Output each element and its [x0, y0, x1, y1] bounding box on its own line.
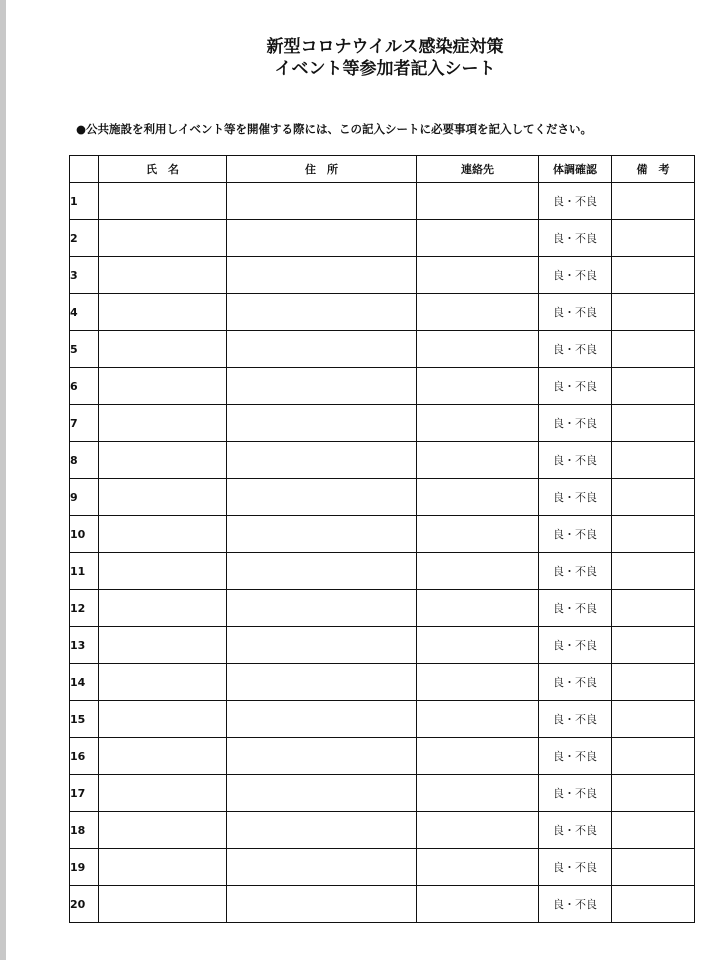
address-cell[interactable]: [227, 479, 417, 516]
health-check-cell[interactable]: 良・不良: [539, 368, 612, 405]
table-row: [70, 849, 695, 886]
contact-cell[interactable]: [417, 442, 539, 479]
contact-cell[interactable]: [417, 627, 539, 664]
name-cell[interactable]: [99, 405, 227, 442]
remarks-cell[interactable]: [612, 257, 695, 294]
contact-cell[interactable]: [417, 849, 539, 886]
table-row: [70, 368, 695, 405]
header-number: [70, 156, 99, 183]
contact-cell[interactable]: [417, 664, 539, 701]
contact-cell[interactable]: [417, 294, 539, 331]
row-number: 3: [70, 257, 99, 294]
row-number: 9: [70, 479, 99, 516]
name-cell[interactable]: [99, 516, 227, 553]
table-row: [70, 183, 695, 220]
health-check-cell[interactable]: 良・不良: [539, 405, 612, 442]
name-cell[interactable]: [99, 479, 227, 516]
address-cell[interactable]: [227, 368, 417, 405]
table-row: [70, 331, 695, 368]
contact-cell[interactable]: [417, 331, 539, 368]
remarks-cell[interactable]: [612, 220, 695, 257]
address-cell[interactable]: [227, 220, 417, 257]
contact-cell[interactable]: [417, 775, 539, 812]
contact-cell[interactable]: [417, 183, 539, 220]
table-row: [70, 664, 695, 701]
health-check-cell[interactable]: 良・不良: [539, 257, 612, 294]
health-check-cell[interactable]: 良・不良: [539, 627, 612, 664]
name-cell[interactable]: [99, 886, 227, 923]
address-cell[interactable]: [227, 257, 417, 294]
address-cell[interactable]: [227, 553, 417, 590]
table-row: [70, 738, 695, 775]
contact-cell[interactable]: [417, 257, 539, 294]
remarks-cell[interactable]: [612, 886, 695, 923]
remarks-cell[interactable]: [612, 664, 695, 701]
health-check-cell[interactable]: 良・不良: [539, 886, 612, 923]
contact-cell[interactable]: [417, 812, 539, 849]
remarks-cell[interactable]: [612, 590, 695, 627]
contact-cell[interactable]: [417, 886, 539, 923]
header-health-check: 体調確認: [539, 156, 612, 183]
row-number: 20: [70, 886, 99, 923]
remarks-cell[interactable]: [612, 405, 695, 442]
name-cell[interactable]: [99, 664, 227, 701]
row-number: 2: [70, 220, 99, 257]
row-number: 19: [70, 849, 99, 886]
table-row: [70, 627, 695, 664]
health-check-cell[interactable]: 良・不良: [539, 812, 612, 849]
table-row: [70, 442, 695, 479]
row-number: 6: [70, 368, 99, 405]
address-cell[interactable]: [227, 405, 417, 442]
health-check-cell[interactable]: 良・不良: [539, 479, 612, 516]
health-check-cell[interactable]: 良・不良: [539, 590, 612, 627]
table-row: [70, 553, 695, 590]
row-number: 18: [70, 812, 99, 849]
address-cell[interactable]: [227, 627, 417, 664]
name-cell[interactable]: [99, 849, 227, 886]
address-cell[interactable]: [227, 775, 417, 812]
name-cell[interactable]: [99, 701, 227, 738]
remarks-cell[interactable]: [612, 331, 695, 368]
remarks-cell[interactable]: [612, 294, 695, 331]
health-check-cell[interactable]: 良・不良: [539, 220, 612, 257]
name-cell[interactable]: [99, 442, 227, 479]
name-cell[interactable]: [99, 257, 227, 294]
row-number: 8: [70, 442, 99, 479]
remarks-cell[interactable]: [612, 627, 695, 664]
health-check-cell[interactable]: 良・不良: [539, 294, 612, 331]
row-number: 10: [70, 516, 99, 553]
row-number: 17: [70, 775, 99, 812]
contact-cell[interactable]: [417, 590, 539, 627]
health-check-cell[interactable]: 良・不良: [539, 183, 612, 220]
table-row: [70, 812, 695, 849]
address-cell[interactable]: [227, 812, 417, 849]
health-check-cell[interactable]: 良・不良: [539, 442, 612, 479]
address-cell[interactable]: [227, 442, 417, 479]
address-cell[interactable]: [227, 849, 417, 886]
attendee-table: [69, 155, 695, 923]
table-row: [70, 257, 695, 294]
health-check-cell[interactable]: 良・不良: [539, 516, 612, 553]
instruction-note: ●公共施設を利用しイベント等を開催する際には、この記入シートに必要事項を記入してください。: [76, 122, 593, 136]
address-cell[interactable]: [227, 183, 417, 220]
row-number: 4: [70, 294, 99, 331]
title-line-2: イベント等参加者記入シート: [274, 59, 496, 79]
contact-cell[interactable]: [417, 220, 539, 257]
remarks-cell[interactable]: [612, 368, 695, 405]
name-cell[interactable]: [99, 331, 227, 368]
row-number: 7: [70, 405, 99, 442]
name-cell[interactable]: [99, 812, 227, 849]
name-cell[interactable]: [99, 183, 227, 220]
row-number: 5: [70, 331, 99, 368]
health-check-cell[interactable]: 良・不良: [539, 331, 612, 368]
name-cell[interactable]: [99, 590, 227, 627]
remarks-cell[interactable]: [612, 849, 695, 886]
remarks-cell[interactable]: [612, 516, 695, 553]
contact-cell[interactable]: [417, 479, 539, 516]
remarks-cell[interactable]: [612, 442, 695, 479]
table-row: [70, 220, 695, 257]
address-cell[interactable]: [227, 664, 417, 701]
health-check-cell[interactable]: 良・不良: [539, 849, 612, 886]
header-contact: 連絡先: [417, 156, 539, 183]
row-number: 12: [70, 590, 99, 627]
name-cell[interactable]: [99, 738, 227, 775]
name-cell[interactable]: [99, 294, 227, 331]
remarks-cell[interactable]: [612, 183, 695, 220]
remarks-cell[interactable]: [612, 738, 695, 775]
health-check-cell[interactable]: 良・不良: [539, 553, 612, 590]
header-address: 住 所: [227, 156, 417, 183]
table-row: [70, 479, 695, 516]
header-remarks: 備 考: [612, 156, 695, 183]
table-row: [70, 590, 695, 627]
table-row: [70, 405, 695, 442]
address-cell[interactable]: [227, 701, 417, 738]
remarks-cell[interactable]: [612, 775, 695, 812]
row-number: 1: [70, 183, 99, 220]
name-cell[interactable]: [99, 220, 227, 257]
row-number: 14: [70, 664, 99, 701]
health-check-cell[interactable]: 良・不良: [539, 664, 612, 701]
address-cell[interactable]: [227, 331, 417, 368]
table-row: [70, 294, 695, 331]
remarks-cell[interactable]: [612, 701, 695, 738]
address-cell[interactable]: [227, 590, 417, 627]
title-line-1: 新型コロナウイルス感染症対策: [266, 37, 504, 57]
address-cell[interactable]: [227, 516, 417, 553]
health-check-cell[interactable]: 良・不良: [539, 701, 612, 738]
page-title: [0, 36, 720, 80]
row-number: 11: [70, 553, 99, 590]
name-cell[interactable]: [99, 553, 227, 590]
address-cell[interactable]: [227, 294, 417, 331]
table-row: [70, 775, 695, 812]
contact-cell[interactable]: [417, 405, 539, 442]
row-number: 13: [70, 627, 99, 664]
header-name: 氏 名: [99, 156, 227, 183]
contact-cell[interactable]: [417, 553, 539, 590]
name-cell[interactable]: [99, 775, 227, 812]
contact-cell[interactable]: [417, 738, 539, 775]
address-cell[interactable]: [227, 738, 417, 775]
row-number: 15: [70, 701, 99, 738]
remarks-cell[interactable]: [612, 553, 695, 590]
contact-cell[interactable]: [417, 516, 539, 553]
health-check-cell[interactable]: 良・不良: [539, 775, 612, 812]
contact-cell[interactable]: [417, 701, 539, 738]
address-cell[interactable]: [227, 886, 417, 923]
remarks-cell[interactable]: [612, 812, 695, 849]
contact-cell[interactable]: [417, 368, 539, 405]
table-row: [70, 886, 695, 923]
table-row: [70, 701, 695, 738]
page-edge: [0, 0, 6, 960]
health-check-cell[interactable]: 良・不良: [539, 738, 612, 775]
remarks-cell[interactable]: [612, 479, 695, 516]
name-cell[interactable]: [99, 627, 227, 664]
header-row: [70, 156, 695, 183]
row-number: 16: [70, 738, 99, 775]
table-row: [70, 516, 695, 553]
name-cell[interactable]: [99, 368, 227, 405]
